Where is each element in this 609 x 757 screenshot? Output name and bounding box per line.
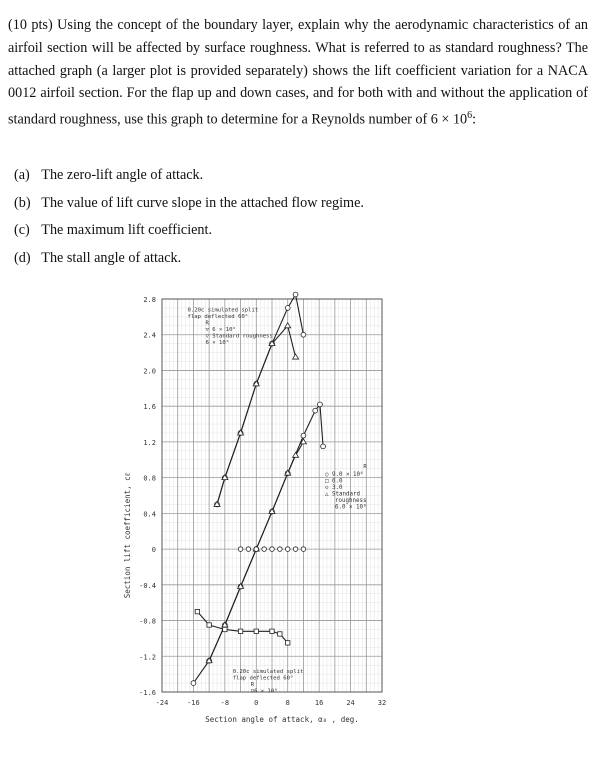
data-point bbox=[278, 632, 282, 636]
x-axis-label: Section angle of attack, α₀ , deg. bbox=[205, 715, 359, 724]
data-point bbox=[195, 609, 199, 613]
part-d bbox=[14, 248, 364, 276]
data-point bbox=[285, 323, 291, 328]
data-point bbox=[285, 547, 290, 552]
annotation-bottom-line: R bbox=[250, 682, 255, 689]
data-point bbox=[301, 547, 306, 552]
data-point bbox=[293, 452, 299, 457]
question-parts bbox=[14, 165, 364, 275]
data-point bbox=[293, 547, 298, 552]
data-point bbox=[254, 629, 258, 633]
lift-coefficient-chart bbox=[116, 287, 480, 737]
legend-entry: roughness bbox=[335, 497, 367, 504]
exponent: 6 bbox=[467, 110, 473, 122]
data-point bbox=[238, 629, 242, 633]
legend-entry: 6.0 × 10⁶ bbox=[335, 504, 367, 511]
legend-entry: △ Standard bbox=[325, 491, 360, 498]
annotation-bottom-line: ▽6 × 10⁶ bbox=[250, 688, 278, 695]
data-point bbox=[223, 627, 227, 631]
x-tick-label: 8 bbox=[285, 699, 290, 707]
problem-statement bbox=[8, 14, 588, 132]
data-point bbox=[207, 623, 211, 627]
data-point bbox=[313, 408, 318, 413]
part-label: (a) bbox=[14, 167, 30, 183]
y-tick-label: 0.4 bbox=[143, 510, 156, 519]
data-point bbox=[238, 547, 243, 552]
data-point bbox=[293, 354, 299, 359]
part-label: (c) bbox=[14, 222, 30, 238]
annotation-top-line: ▽ 6 × 10⁶ bbox=[205, 327, 236, 334]
data-point bbox=[246, 547, 251, 552]
y-tick-label: 1.6 bbox=[143, 403, 156, 412]
y-tick-label: 2.4 bbox=[143, 331, 156, 340]
data-point bbox=[270, 547, 275, 552]
annotation-bottom-line: 0.20c simulated split bbox=[232, 669, 304, 676]
y-tick-label: -0.4 bbox=[139, 581, 156, 590]
y-tick-label: 2.8 bbox=[143, 296, 156, 304]
data-point bbox=[286, 641, 290, 645]
legend-entry: □ 6.0 bbox=[325, 478, 343, 485]
part-text: The maximum lift coefficient. bbox=[41, 222, 213, 238]
x-tick-label: 24 bbox=[346, 699, 355, 707]
annotation-bottom-line: flap deflected 60° bbox=[232, 675, 294, 682]
legend-entry: ◇ 3.0 bbox=[325, 484, 343, 491]
data-point bbox=[318, 402, 323, 407]
y-axis-label: Section lift coefficient, cℓ bbox=[123, 472, 132, 599]
x-tick-label: -8 bbox=[220, 699, 230, 707]
data-point bbox=[191, 681, 196, 686]
points-label: (10 pts) bbox=[8, 17, 53, 33]
y-tick-label: 0 bbox=[151, 546, 156, 555]
part-text: The stall angle of attack. bbox=[41, 249, 182, 266]
x-tick-label: -24 bbox=[155, 699, 169, 707]
annotation-top-line: 6 × 10⁶ bbox=[205, 340, 230, 347]
x-tick-label: 0 bbox=[254, 699, 259, 707]
y-tick-label: 2.0 bbox=[143, 367, 156, 376]
y-tick-label: 1.2 bbox=[143, 438, 156, 447]
problem-text-end: : bbox=[472, 111, 477, 128]
problem-text: Using the concept of the boundary layer, explain why the aerodynamic characteristics of an airfoil section will be affected by surface roughness. What is referred to as standard roughness? The attached graph (a larger plot is provided separately) shows the lift coefficient variation for a NACA 0012 airfoil section. For the flap up and down cases, and for both with and without the application of standard roughness, use this graph to determine for a Reynolds number of 6 × 10 bbox=[8, 17, 588, 128]
y-tick-label: 0.8 bbox=[143, 474, 156, 483]
y-tick-label: -0.8 bbox=[139, 617, 156, 626]
annotation-top-line: ▽ Standard roughness bbox=[205, 333, 273, 340]
part-text: The value of lift curve slope in the attached flow regime. bbox=[41, 194, 364, 211]
data-point bbox=[278, 547, 283, 552]
part-label: (d) bbox=[14, 249, 31, 266]
data-point bbox=[301, 332, 306, 337]
data-point bbox=[285, 306, 290, 311]
data-point bbox=[301, 433, 306, 438]
annotation-top-line: 0.20c simulated split bbox=[187, 307, 259, 314]
legend-entry: ○ 9.0 × 10⁶ bbox=[325, 471, 364, 478]
x-tick-label: 32 bbox=[377, 699, 387, 707]
y-tick-label: -1.2 bbox=[139, 653, 156, 662]
chart-svg bbox=[116, 287, 480, 737]
annotation-top-line: flap deflected 60° bbox=[187, 314, 249, 321]
data-point bbox=[262, 547, 267, 552]
part-a bbox=[14, 165, 364, 193]
part-text: The zero-lift angle of attack. bbox=[41, 167, 204, 183]
data-point bbox=[293, 292, 298, 297]
legend-header: R bbox=[363, 463, 367, 470]
data-point bbox=[254, 547, 259, 552]
part-b bbox=[14, 193, 364, 221]
x-tick-label: -16 bbox=[187, 699, 200, 707]
data-point bbox=[270, 629, 274, 633]
y-tick-label: -1.6 bbox=[139, 689, 156, 697]
annotation-top-line: R bbox=[205, 320, 209, 327]
part-c bbox=[14, 220, 364, 248]
x-tick-label: 16 bbox=[314, 699, 324, 707]
data-point bbox=[321, 444, 326, 449]
part-label: (b) bbox=[14, 194, 31, 211]
